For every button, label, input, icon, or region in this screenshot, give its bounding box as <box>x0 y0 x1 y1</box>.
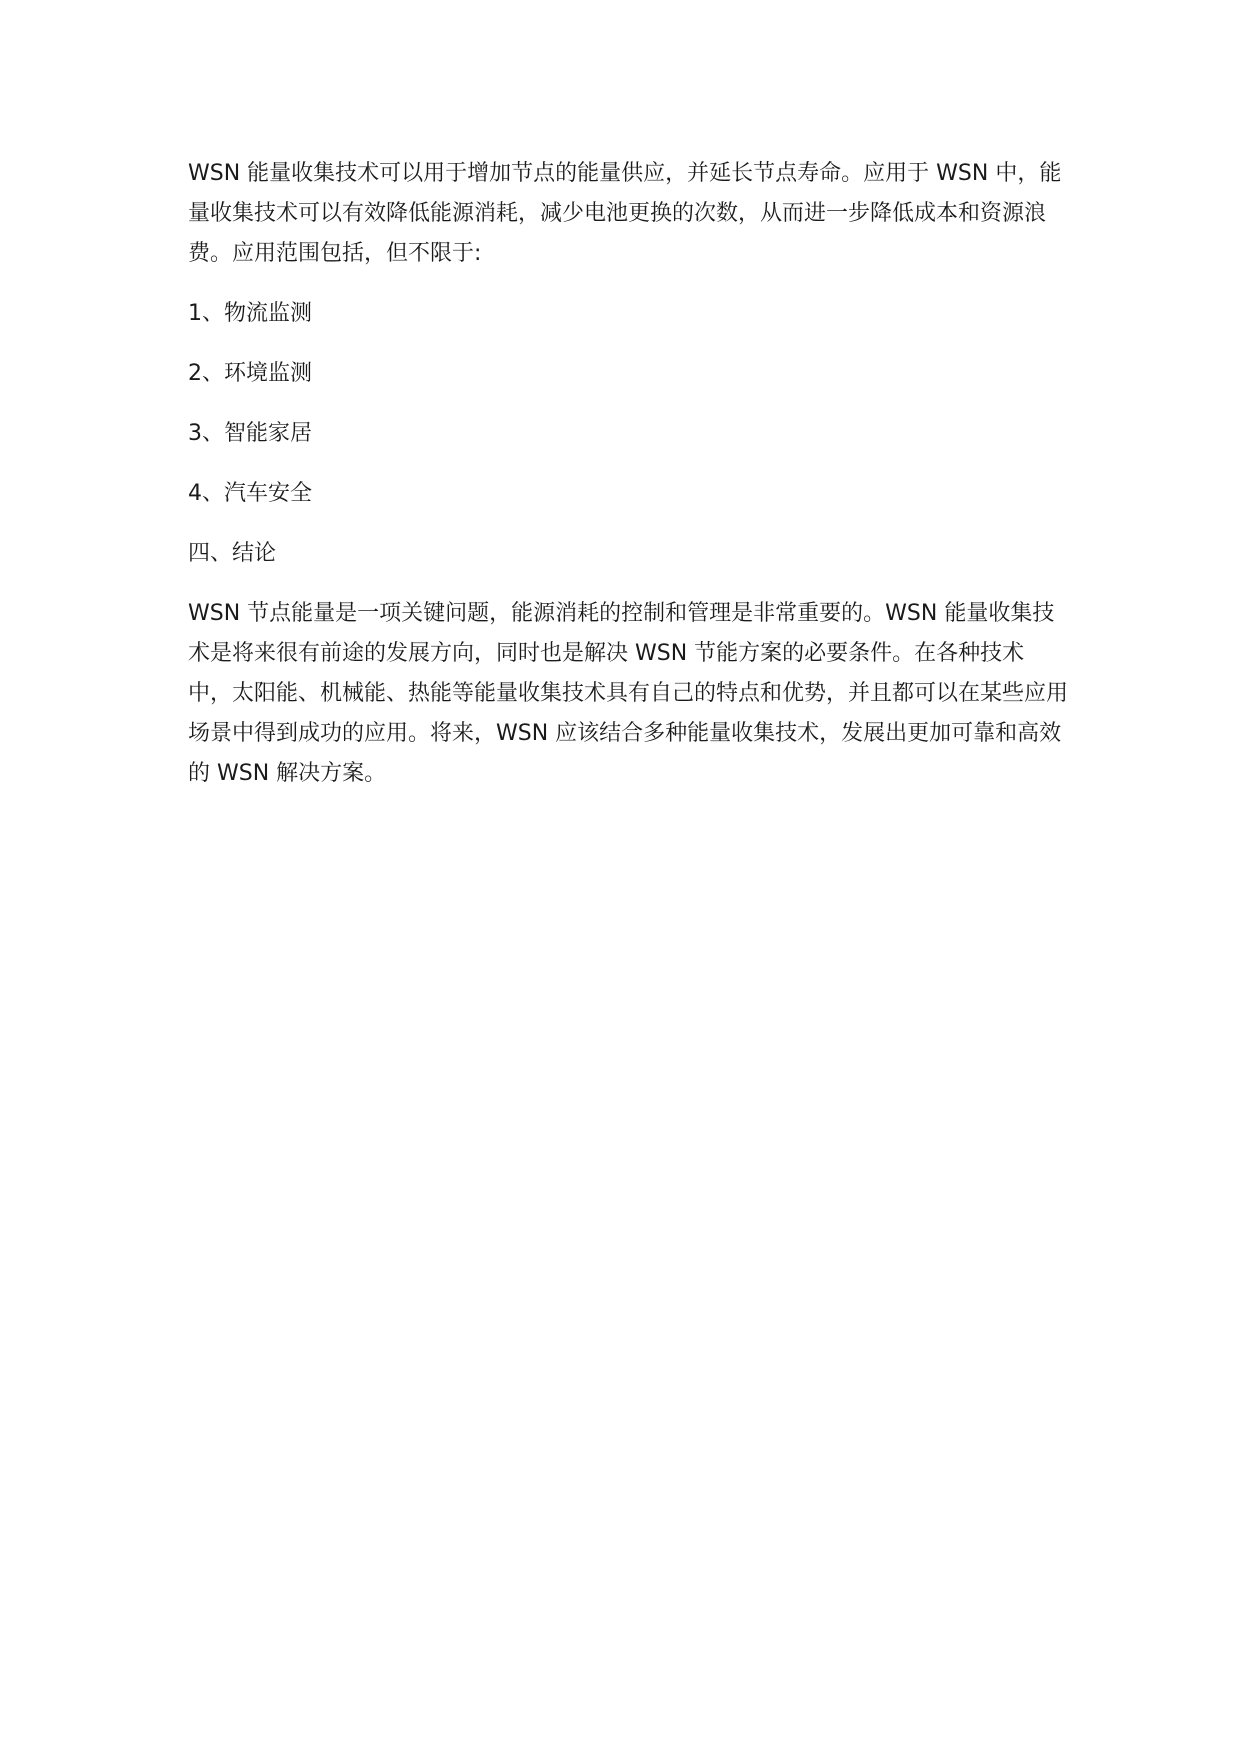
list-item-auto-safety: 4、汽车安全 <box>188 481 312 506</box>
conclusion-paragraph: WSN 节点能量是一项关键问题，能源消耗的控制和管理是非常重要的。WSN 能量收集技术是将来很有前途的发展方向，同时也是解决 WSN 节能方案的必要条件。在各种技术中，太阳能、机械能、热能等能量收集技术具有自己的特点和优势，并且都可以在某些应用场景中得到成功的应用。将来，WSN 应该结合多种能量收集技术，发展出更加可靠和高效的 WSN 解决方案。 <box>188 601 1069 786</box>
intro-paragraph: WSN 能量收集技术可以用于增加节点的能量供应，并延长节点寿命。应用于 WSN 中，能量收集技术可以有效降低能源消耗，减少电池更换的次数，从而进一步降低成本和资源浪费。应用范围包括，但不限于: <box>188 161 1062 266</box>
list-item-logistics: 1、物流监测 <box>188 301 312 326</box>
list-item-smart-home: 3、智能家居 <box>188 421 312 446</box>
list-item-environment: 2、环境监测 <box>188 361 312 386</box>
section-heading-conclusion: 四、结论 <box>188 541 277 566</box>
document-body <box>188 154 1068 814</box>
